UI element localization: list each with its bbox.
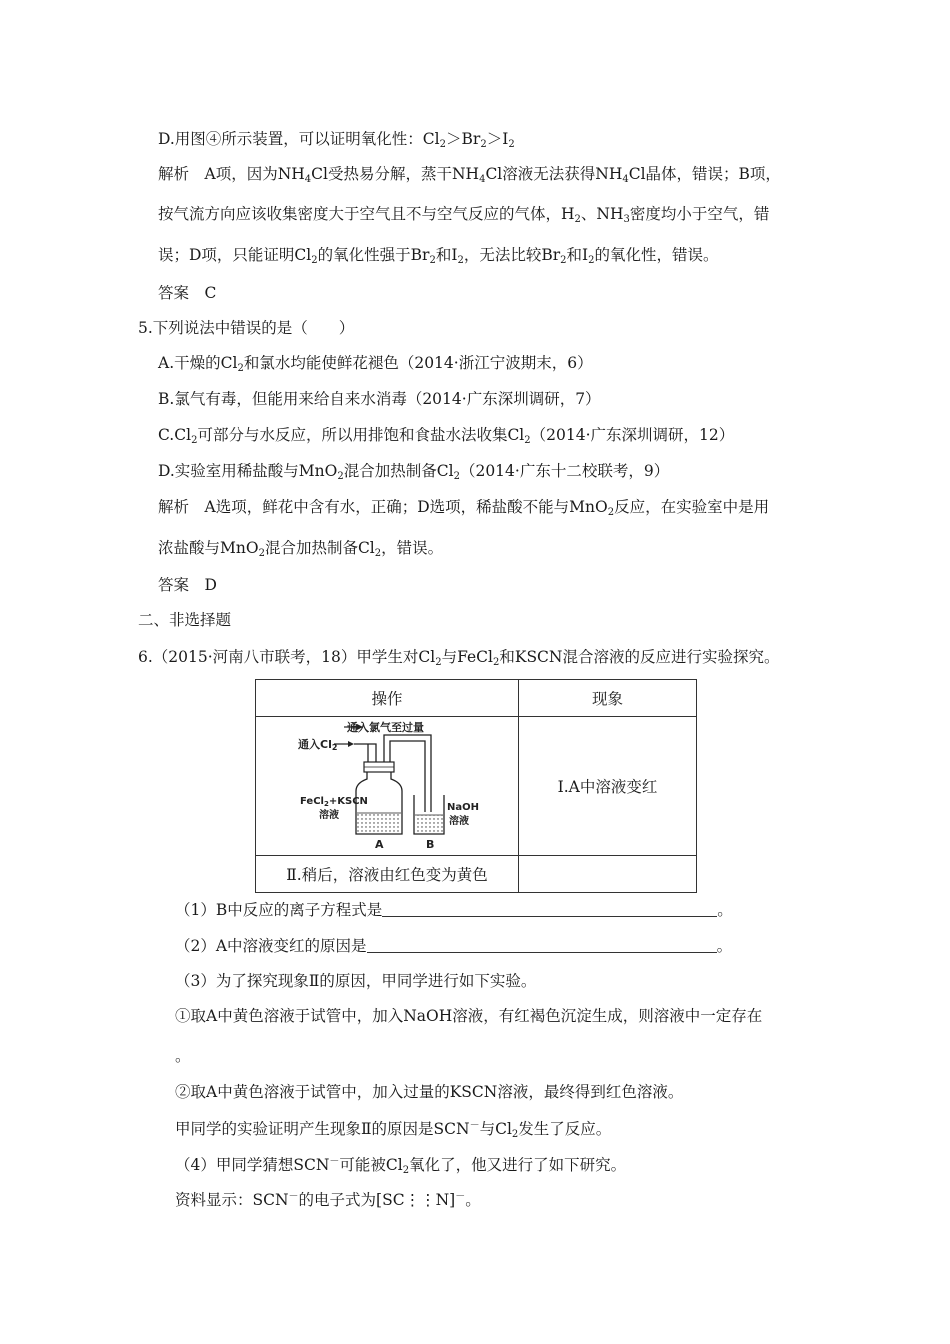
subq-3-1-end: 。 bbox=[175, 1047, 191, 1065]
sub: 2 bbox=[402, 1165, 410, 1176]
q5-option-d bbox=[158, 461, 669, 481]
header-phenomenon: 现象 bbox=[519, 680, 697, 717]
text: 资料显示：SCN bbox=[175, 1191, 289, 1209]
q5-analysis-line-2 bbox=[158, 538, 443, 558]
sub: 2 bbox=[311, 255, 318, 266]
text: 。 bbox=[716, 937, 733, 955]
text: （4）甲同学猜想SCN bbox=[175, 1156, 330, 1174]
subq-3: （3）为了探究现象Ⅱ的原因，甲同学进行如下实验。 bbox=[175, 972, 537, 990]
text: A.干燥的Cl bbox=[158, 354, 238, 372]
q5-answer: 答案 D bbox=[158, 576, 217, 594]
label-a-reagent: FeCl$_2$+KSCN bbox=[300, 796, 368, 808]
sub: 2 bbox=[560, 255, 567, 266]
experiment-table bbox=[255, 679, 697, 893]
text: 和氯水均能使鲜花褪色（2014·浙江宁波期末，6） bbox=[243, 354, 593, 372]
text: Cl受热易分解，蒸干NH bbox=[311, 165, 480, 183]
operation-2: Ⅱ.稍后，溶液由红色变为黄色 bbox=[256, 856, 519, 893]
sub: 2 bbox=[480, 139, 487, 150]
q4-option-d bbox=[158, 129, 515, 149]
q5-option-a bbox=[158, 353, 593, 373]
subq-2 bbox=[175, 936, 732, 956]
text: （1）B中反应的离子方程式是 bbox=[175, 901, 383, 919]
sub: 4 bbox=[304, 174, 312, 185]
inlet-tube bbox=[354, 744, 376, 762]
sub: 2 bbox=[435, 657, 442, 668]
sub: 2 bbox=[191, 435, 198, 446]
text: （2014·广东十二校联考，9） bbox=[459, 462, 670, 480]
text: Cl晶体，错误；B项， bbox=[628, 165, 781, 183]
sub: 2 bbox=[524, 435, 531, 446]
sub: 2 bbox=[374, 548, 382, 559]
text: 和I bbox=[435, 246, 458, 264]
sub: 2 bbox=[237, 363, 244, 374]
text: 误；D项，只能证明Cl bbox=[158, 246, 312, 264]
answer-blank-1[interactable] bbox=[382, 902, 717, 917]
text: ＞Br bbox=[446, 130, 481, 148]
text: 和KSCN混合溶液的反应进行实验探究。 bbox=[499, 648, 780, 666]
phenomenon-2 bbox=[519, 856, 697, 893]
subq-3-3 bbox=[175, 1119, 611, 1139]
text: 。 bbox=[465, 1191, 481, 1209]
subq-4 bbox=[175, 1155, 626, 1175]
text: 与FeCl bbox=[441, 648, 493, 666]
text: 甲同学的实验证明产生现象Ⅱ的原因是SCN bbox=[175, 1120, 470, 1138]
sub: 2 bbox=[511, 1129, 519, 1140]
inlet-arrowhead bbox=[348, 741, 354, 747]
sub: 2 bbox=[429, 255, 436, 266]
beaker-b-solution bbox=[415, 815, 443, 833]
sub: 2 bbox=[337, 471, 344, 482]
label-a: A bbox=[375, 838, 384, 851]
subq-5 bbox=[175, 1190, 481, 1210]
text: 氧化了，他又进行了如下研究。 bbox=[409, 1156, 627, 1174]
sub: 4 bbox=[622, 174, 629, 185]
header-operation: 操作 bbox=[256, 680, 519, 717]
text: （2014·广东深圳调研，12） bbox=[530, 426, 735, 444]
text: 发生了反应。 bbox=[518, 1120, 612, 1138]
subq-3-1: ①取A中黄色溶液于试管中，加入NaOH溶液，有红褐色沉淀生成，则溶液中一定存在 bbox=[175, 1007, 763, 1025]
sup: － bbox=[469, 1120, 480, 1131]
text: ，错误。 bbox=[381, 539, 444, 557]
phenomenon-1: Ⅰ.A中溶液变红 bbox=[519, 717, 697, 856]
text: 按气流方向应该收集密度大于空气且不与空气反应的气体，H bbox=[158, 205, 575, 223]
apparatus-cell bbox=[256, 717, 519, 856]
sup: － bbox=[455, 1191, 466, 1202]
text: 解析 A项，因为NH bbox=[158, 165, 305, 183]
text: 、NH bbox=[580, 205, 624, 223]
text: ，无法比较Br bbox=[463, 246, 561, 264]
label-a-solution: 溶液 bbox=[319, 810, 339, 821]
q4-analysis-line-2 bbox=[158, 204, 769, 224]
q5-option-c bbox=[158, 425, 734, 445]
text: 混合加热制备Cl bbox=[264, 539, 375, 557]
q4-analysis-line-1 bbox=[158, 164, 781, 184]
label-b-solution: 溶液 bbox=[449, 816, 469, 827]
text: 的氧化性强于Br bbox=[317, 246, 430, 264]
q6-stem bbox=[138, 647, 779, 667]
sup: － bbox=[288, 1191, 299, 1202]
sub: 2 bbox=[453, 471, 460, 482]
sub: 2 bbox=[588, 255, 595, 266]
text: 与Cl bbox=[479, 1120, 512, 1138]
subq-3-2: ②取A中黄色溶液于试管中，加入过量的KSCN溶液，最终得到红色溶液。 bbox=[175, 1083, 684, 1101]
text: ＞I bbox=[486, 130, 509, 148]
q4-answer: 答案 C bbox=[158, 284, 217, 302]
sub: 2 bbox=[258, 548, 265, 559]
text: 混合加热制备Cl bbox=[343, 462, 454, 480]
bottle-a-solution bbox=[357, 813, 401, 833]
q5-stem: 5.下列说法中错误的是（ ） bbox=[138, 319, 355, 337]
sup: － bbox=[329, 1156, 340, 1167]
section-title: 二、非选择题 bbox=[138, 611, 232, 629]
label-b-reagent: NaOH bbox=[447, 802, 479, 813]
text: 解析 A选项，鲜花中含有水，正确；D选项，稀盐酸不能与MnO bbox=[158, 498, 608, 516]
sub: 2 bbox=[574, 214, 581, 225]
label-inlet: 通入Cl2 bbox=[298, 738, 338, 752]
text: Cl溶液无法获得NH bbox=[485, 165, 623, 183]
sub: 2 bbox=[492, 657, 500, 668]
label-top: 通入氯气至过量 bbox=[347, 721, 424, 734]
text: 可部分与水反应，所以用排饱和食盐水法收集Cl bbox=[197, 426, 525, 444]
text: 浓盐酸与MnO bbox=[158, 539, 259, 557]
text: 。 bbox=[717, 901, 733, 919]
sub: 2 bbox=[607, 507, 615, 518]
connector-tube-inner bbox=[390, 741, 425, 812]
sub: 2 bbox=[457, 255, 464, 266]
text: 和I bbox=[566, 246, 589, 264]
label-b: B bbox=[426, 838, 435, 851]
text: 的氧化性，错误。 bbox=[594, 246, 719, 264]
subq-1 bbox=[175, 900, 733, 920]
answer-blank-2[interactable] bbox=[367, 938, 717, 953]
text: C.Cl bbox=[158, 426, 192, 444]
apparatus-diagram bbox=[256, 717, 518, 855]
q5-option-b: B.氯气有毒，但能用来给自来水消毒（2014·广东深圳调研，7） bbox=[158, 390, 601, 408]
sub: 2 bbox=[439, 139, 446, 150]
q4-analysis-line-3 bbox=[158, 245, 719, 265]
text: D.用图④所示装置，可以证明氧化性：Cl bbox=[158, 130, 440, 148]
text: 可能被Cl bbox=[339, 1156, 403, 1174]
text: 密度均小于空气，错 bbox=[629, 205, 770, 223]
text: 6.（2015·河南八市联考，18）甲学生对Cl bbox=[138, 648, 436, 666]
text: D.实验室用稀盐酸与MnO bbox=[158, 462, 338, 480]
sub: 2 bbox=[508, 139, 515, 150]
q5-analysis-line-1 bbox=[158, 497, 769, 517]
sub: 3 bbox=[623, 214, 630, 225]
text: 的电子式为[SC⋮⋮N] bbox=[298, 1191, 456, 1209]
sub: 4 bbox=[479, 174, 486, 185]
text: （2）A中溶液变红的原因是 bbox=[175, 937, 367, 955]
text: 反应，在实验室中是用 bbox=[614, 498, 770, 516]
